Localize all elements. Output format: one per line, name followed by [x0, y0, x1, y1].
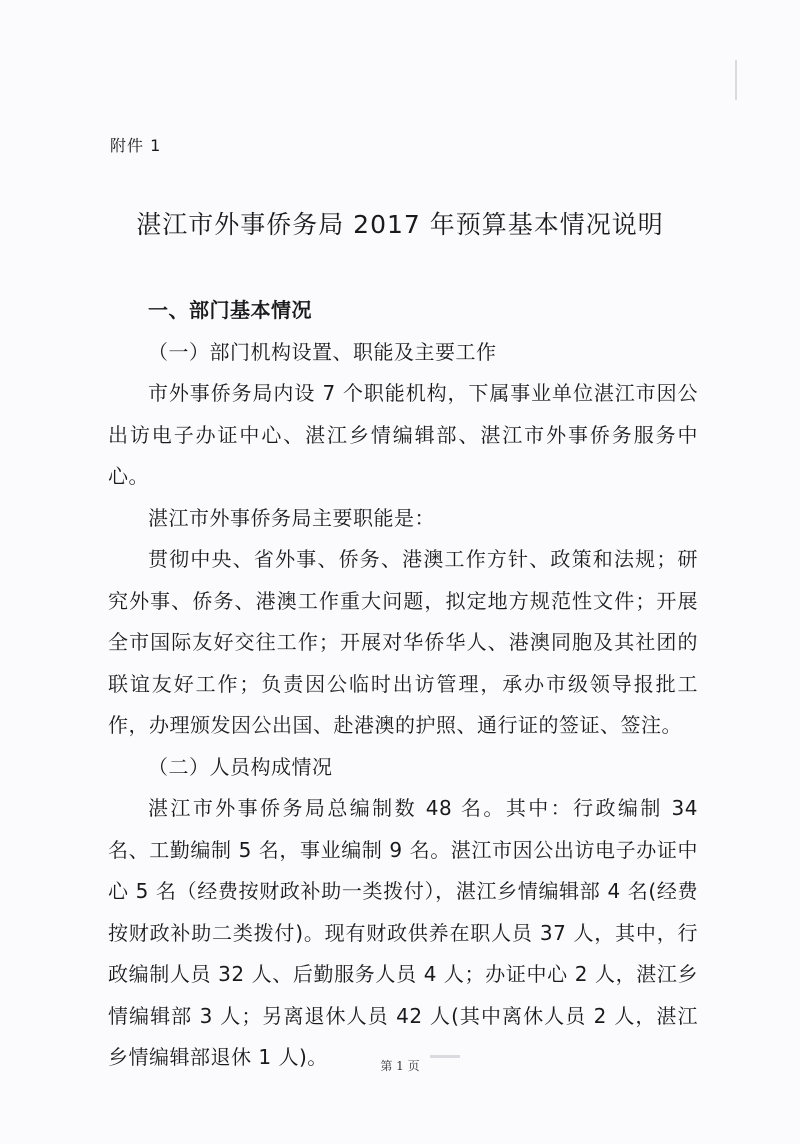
- paragraph-functions-intro: 湛江市外事侨务局主要职能是：: [148, 505, 435, 530]
- section-heading-1: 一、部门基本情况: [148, 298, 312, 322]
- paragraph-staffing: 湛江市外事侨务局总编制数 48 名。其中：行政编制 34 名、工勤编制 5 名，事业编制 9 名。湛江市因公出访电子办证中心 5 名（经费按财政补助一类拨付），湛江乡情编辑部 4 名(经费按财政补助二类拨付)。现有财政供养在职人员 37 人，其中，行政编制人员 32 人、后勤服务人员 4 人；办证中心 2 人，湛江乡情编辑部 3 人；另离退休人员 42 人(其中离休人员 2 人，湛江乡情编辑部退休 1 人)。: [108, 796, 698, 1069]
- page-number: 第 1 页: [380, 1059, 420, 1073]
- attachment-label: 附件 1: [110, 136, 162, 155]
- scan-artifact: [430, 1055, 460, 1058]
- subsection-heading-2: （二）人员构成情况: [148, 754, 333, 779]
- paragraph-functions: 贯彻中央、省外事、侨务、港澳工作方针、政策和法规；研究外事、侨务、港澳工作重大问题，拟定地方规范性文件；开展全市国际友好交往工作；开展对华侨华人、港澳同胞及其社团的联谊友好工作；负责因公临时出访管理，承办市级领导报批工作，办理颁发因公出国、赴港澳的护照、通行证的签证、签注。: [108, 547, 698, 737]
- paragraph-structure: 市外事侨务局内设 7 个职能机构，下属事业单位湛江市因公出访电子办证中心、湛江乡情编辑部、湛江市外事侨务服务中心。: [108, 381, 698, 488]
- document-title: 湛江市外事侨务局 2017 年预算基本情况说明: [136, 210, 664, 239]
- subsection-heading-1: （一）部门机构设置、职能及主要工作: [148, 339, 497, 364]
- scan-artifact: [735, 60, 737, 100]
- document-body: [108, 290, 698, 1079]
